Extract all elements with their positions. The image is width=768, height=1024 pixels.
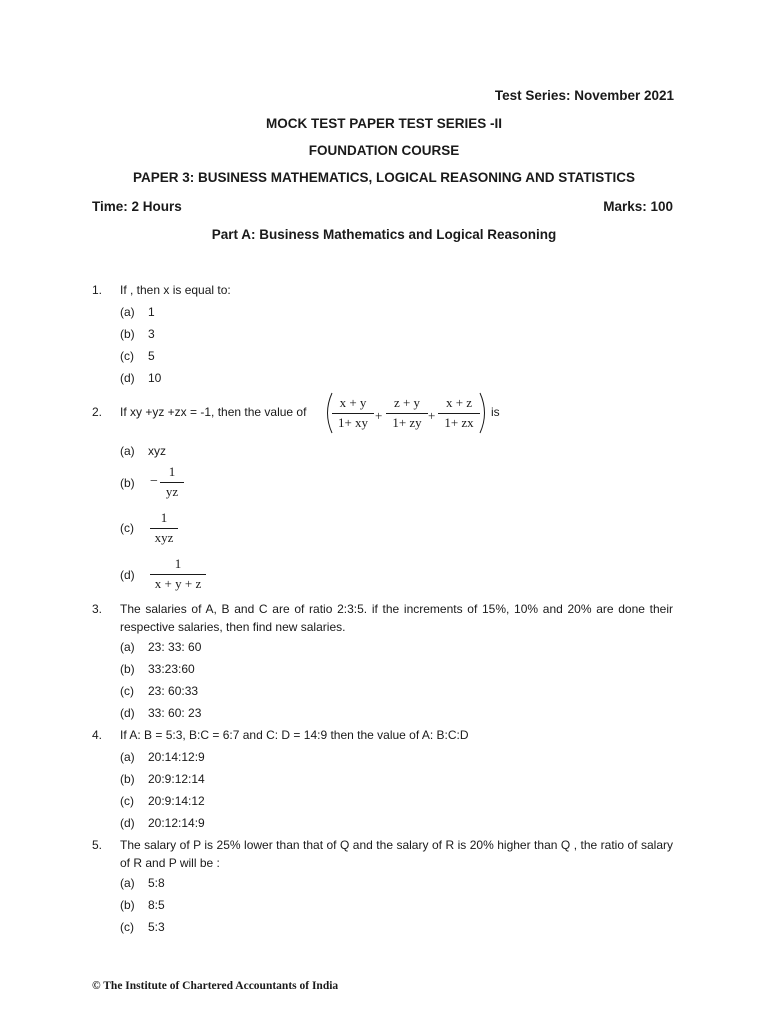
mock-test-title: MOCK TEST PAPER TEST SERIES -II (265, 116, 503, 131)
question-text: If A: B = 5:3, B:C = 6:7 and C: D = 14:9 then the value of A: B:C:D (120, 728, 469, 742)
numerator: x + z (445, 395, 473, 410)
option-label: (d) (120, 568, 135, 582)
option-text: 20:14:12:9 (148, 750, 205, 764)
option-text: 20:9:12:14 (148, 772, 205, 786)
denominator: x + y + z (154, 576, 202, 591)
option-text: 20:9:14:12 (148, 794, 205, 808)
minus-sign: − (150, 474, 158, 489)
option-text: 33:23:60 (148, 662, 195, 676)
option-label: (c) (120, 794, 134, 808)
option-label: (b) (120, 662, 135, 676)
course-title: FOUNDATION COURSE (308, 143, 460, 158)
option-label: (a) (120, 750, 135, 764)
fraction-term-3 (438, 395, 480, 431)
time-label: Time: 2 Hours (92, 199, 182, 214)
question-number: 5. (92, 838, 103, 852)
option-label: (c) (120, 349, 134, 363)
option-label: (c) (120, 920, 134, 934)
plus-sign: + (375, 408, 383, 423)
option-text: 20:12:14:9 (148, 816, 205, 830)
numerator: z + y (393, 395, 421, 410)
option-label: (c) (120, 684, 134, 698)
numerator: 1 (160, 510, 168, 525)
option-text: 5:3 (148, 920, 165, 934)
option-text: 33: 60: 23 (148, 706, 202, 720)
option-label: (a) (120, 305, 135, 319)
question-number: 3. (92, 602, 103, 616)
option-text: xyz (148, 444, 166, 458)
part-title: Part A: Business Mathematics and Logical Reasoning (211, 227, 557, 242)
question-text: If , then x is equal to: (120, 283, 231, 297)
option-label: (d) (120, 816, 135, 830)
option-label: (b) (120, 476, 135, 490)
option-label: (b) (120, 898, 135, 912)
fraction-term-2 (386, 395, 428, 431)
test-series-label: Test Series: November 2021 (494, 88, 674, 103)
marks-label: Marks: 100 (603, 199, 673, 214)
option-text: 10 (148, 371, 162, 385)
option-label: (d) (120, 706, 135, 720)
option-fraction (160, 464, 184, 500)
numerator: 1 (168, 464, 176, 479)
fraction-term-1 (332, 395, 374, 431)
denominator: xyz (154, 530, 174, 545)
option-label: (c) (120, 521, 134, 535)
option-text: 23: 60:33 (148, 684, 199, 698)
denominator: 1+ xy (337, 415, 369, 430)
option-label: (a) (120, 444, 135, 458)
question-number: 4. (92, 728, 103, 742)
option-label: (a) (120, 640, 135, 654)
option-fraction (150, 556, 206, 592)
option-text: 8:5 (148, 898, 165, 912)
plus-sign: + (428, 408, 436, 423)
question-number: 1. (92, 283, 103, 297)
option-label: (a) (120, 876, 135, 890)
denominator: 1+ zx (444, 415, 474, 430)
option-label: (b) (120, 327, 135, 341)
question-suffix: is (491, 405, 500, 419)
denominator: yz (165, 484, 179, 499)
question-text: If xy +yz +zx = -1, then the value of (120, 405, 307, 419)
question-text: The salaries of A, B and C are of ratio 2:3:5. if the increments of 15%, 10% and 20% are done their respective salaries, then find new salaries. (120, 602, 673, 634)
numerator: 1 (174, 556, 182, 571)
right-paren (478, 392, 490, 434)
question-number: 2. (92, 405, 103, 419)
option-fraction (150, 510, 178, 546)
option-text: 3 (148, 327, 155, 341)
numerator: x + y (339, 395, 367, 410)
option-text: 1 (148, 305, 155, 319)
paper-title: PAPER 3: BUSINESS MATHEMATICS, LOGICAL REASONING AND STATISTICS (132, 170, 636, 185)
option-text: 5:8 (148, 876, 165, 890)
option-label: (b) (120, 772, 135, 786)
question-text: The salary of P is 25% lower than that of Q and the salary of R is 20% higher than Q , the ratio of salary of R and P will be : (120, 838, 673, 870)
denominator: 1+ zy (392, 415, 422, 430)
option-text: 5 (148, 349, 155, 363)
footer-copyright: © The Institute of Chartered Accountants of India (92, 980, 339, 992)
option-text: 23: 33: 60 (148, 640, 202, 654)
option-label: (d) (120, 371, 135, 385)
